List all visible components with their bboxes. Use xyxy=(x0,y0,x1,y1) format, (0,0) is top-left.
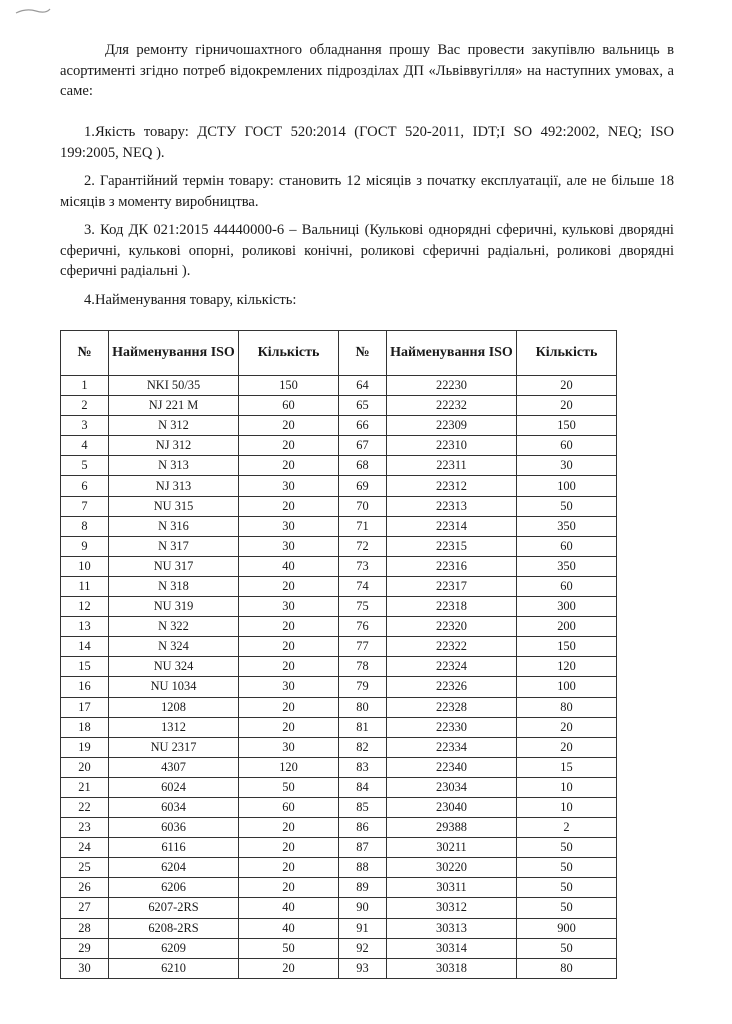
row-number-left: 28 xyxy=(61,918,109,938)
quantity-right: 50 xyxy=(517,878,617,898)
quantity-right: 80 xyxy=(517,958,617,978)
quantity-right: 20 xyxy=(517,717,617,737)
row-number-right: 89 xyxy=(339,878,387,898)
row-number-left: 26 xyxy=(61,878,109,898)
iso-name-right: 22314 xyxy=(387,516,517,536)
row-number-right: 71 xyxy=(339,516,387,536)
quantity-left: 20 xyxy=(239,637,339,657)
table-row xyxy=(61,757,617,777)
header-qty-right: Кількість xyxy=(517,331,617,376)
iso-name-left: 6210 xyxy=(109,958,239,978)
row-number-left: 4 xyxy=(61,436,109,456)
row-number-left: 8 xyxy=(61,516,109,536)
iso-name-right: 22322 xyxy=(387,637,517,657)
iso-name-right: 22313 xyxy=(387,496,517,516)
quantity-right: 350 xyxy=(517,556,617,576)
quantity-right: 60 xyxy=(517,576,617,596)
table-row xyxy=(61,556,617,576)
row-number-right: 90 xyxy=(339,898,387,918)
table-row xyxy=(61,576,617,596)
row-number-left: 22 xyxy=(61,797,109,817)
quantity-right: 50 xyxy=(517,938,617,958)
iso-name-right: 30312 xyxy=(387,898,517,918)
quantity-right: 50 xyxy=(517,898,617,918)
row-number-left: 13 xyxy=(61,617,109,637)
table-row xyxy=(61,697,617,717)
table-row xyxy=(61,617,617,637)
iso-name-right: 23034 xyxy=(387,777,517,797)
quantity-left: 30 xyxy=(239,677,339,697)
quantity-right: 100 xyxy=(517,476,617,496)
quantity-left: 20 xyxy=(239,657,339,677)
row-number-right: 84 xyxy=(339,777,387,797)
iso-name-left: NKI 50/35 xyxy=(109,376,239,396)
iso-name-right: 22310 xyxy=(387,436,517,456)
row-number-left: 3 xyxy=(61,416,109,436)
row-number-right: 92 xyxy=(339,938,387,958)
row-number-left: 21 xyxy=(61,777,109,797)
iso-name-left: N 317 xyxy=(109,536,239,556)
iso-name-left: 6206 xyxy=(109,878,239,898)
iso-name-right: 22311 xyxy=(387,456,517,476)
warranty-clause: 2. Гарантійний термін товару: становить 12 місяців з початку експлуатації, але не більше 18 місяців з моменту виробництва. xyxy=(60,173,674,210)
quality-clause-text: 1.Якість товару: ДСТУ ГОСТ 520:2014 (ГОСТ 520-2011, IDT;I SO 492:2002, NEQ; ISO 199:2005, NEQ ). xyxy=(60,124,674,161)
table-row xyxy=(61,898,617,918)
quantity-left: 20 xyxy=(239,838,339,858)
quantity-left: 20 xyxy=(239,416,339,436)
quantity-left: 50 xyxy=(239,777,339,797)
row-number-right: 72 xyxy=(339,536,387,556)
iso-name-left: N 322 xyxy=(109,617,239,637)
iso-name-left: 6208-2RS xyxy=(109,918,239,938)
iso-name-left: NU 324 xyxy=(109,657,239,677)
iso-name-right: 22232 xyxy=(387,396,517,416)
iso-name-right: 22312 xyxy=(387,476,517,496)
quantity-left: 40 xyxy=(239,918,339,938)
table-row xyxy=(61,516,617,536)
quantity-right: 900 xyxy=(517,918,617,938)
row-number-right: 70 xyxy=(339,496,387,516)
iso-name-left: NU 315 xyxy=(109,496,239,516)
quantity-right: 200 xyxy=(517,617,617,637)
quantity-left: 20 xyxy=(239,858,339,878)
quantity-left: 20 xyxy=(239,818,339,838)
quantity-right: 350 xyxy=(517,516,617,536)
items-list-caption: 4.Найменування товару, кількість: xyxy=(84,292,297,308)
iso-name-left: 1208 xyxy=(109,697,239,717)
intro-paragraph: Для ремонту гірничошахтного обладнання прошу Вас провести закупівлю вальниць в асортименті згідно потреб відокремлених підрозділах ДП «Львіввугілля» на наступних умовах, а саме: xyxy=(60,42,674,99)
quantity-left: 40 xyxy=(239,556,339,576)
row-number-right: 85 xyxy=(339,797,387,817)
row-number-right: 81 xyxy=(339,717,387,737)
row-number-left: 23 xyxy=(61,818,109,838)
iso-name-left: 1312 xyxy=(109,717,239,737)
quantity-left: 30 xyxy=(239,476,339,496)
quantity-left: 20 xyxy=(239,878,339,898)
row-number-left: 6 xyxy=(61,476,109,496)
quantity-right: 30 xyxy=(517,456,617,476)
row-number-right: 80 xyxy=(339,697,387,717)
iso-name-right: 30313 xyxy=(387,918,517,938)
quantity-left: 20 xyxy=(239,617,339,637)
quantity-right: 50 xyxy=(517,838,617,858)
table-row xyxy=(61,797,617,817)
quantity-left: 30 xyxy=(239,597,339,617)
quantity-right: 80 xyxy=(517,697,617,717)
iso-name-left: NJ 313 xyxy=(109,476,239,496)
row-number-right: 82 xyxy=(339,737,387,757)
iso-name-left: NU 317 xyxy=(109,556,239,576)
row-number-left: 18 xyxy=(61,717,109,737)
quantity-left: 60 xyxy=(239,396,339,416)
row-number-left: 27 xyxy=(61,898,109,918)
iso-name-left: NJ 221 M xyxy=(109,396,239,416)
row-number-left: 15 xyxy=(61,657,109,677)
table-row xyxy=(61,938,617,958)
quantity-left: 150 xyxy=(239,376,339,396)
header-name-right: Найменування ISO xyxy=(387,331,517,376)
iso-name-left: 6024 xyxy=(109,777,239,797)
table-row xyxy=(61,777,617,797)
iso-name-left: NJ 312 xyxy=(109,436,239,456)
row-number-left: 25 xyxy=(61,858,109,878)
quantity-right: 10 xyxy=(517,797,617,817)
row-number-left: 5 xyxy=(61,456,109,476)
quantity-right: 10 xyxy=(517,777,617,797)
quantity-right: 20 xyxy=(517,737,617,757)
row-number-right: 74 xyxy=(339,576,387,596)
iso-name-right: 22320 xyxy=(387,617,517,637)
iso-name-left: 4307 xyxy=(109,757,239,777)
iso-name-left: 6209 xyxy=(109,938,239,958)
row-number-right: 78 xyxy=(339,657,387,677)
quantity-right: 50 xyxy=(517,496,617,516)
quantity-right: 300 xyxy=(517,597,617,617)
row-number-right: 68 xyxy=(339,456,387,476)
quantity-left: 20 xyxy=(239,576,339,596)
iso-name-right: 22318 xyxy=(387,597,517,617)
row-number-right: 79 xyxy=(339,677,387,697)
row-number-right: 64 xyxy=(339,376,387,396)
table-row xyxy=(61,737,617,757)
iso-name-left: N 312 xyxy=(109,416,239,436)
iso-name-right: 22340 xyxy=(387,757,517,777)
row-number-left: 2 xyxy=(61,396,109,416)
row-number-left: 30 xyxy=(61,958,109,978)
table-row xyxy=(61,436,617,456)
row-number-right: 73 xyxy=(339,556,387,576)
table-row xyxy=(61,657,617,677)
quality-clause xyxy=(60,122,674,163)
scan-artifact-mark xyxy=(14,6,52,16)
header-number-left: № xyxy=(61,331,109,376)
iso-name-left: NU 1034 xyxy=(109,677,239,697)
table-row xyxy=(61,818,617,838)
quantity-left: 50 xyxy=(239,938,339,958)
row-number-right: 76 xyxy=(339,617,387,637)
iso-name-left: N 324 xyxy=(109,637,239,657)
row-number-right: 77 xyxy=(339,637,387,657)
iso-name-right: 30220 xyxy=(387,858,517,878)
row-number-right: 67 xyxy=(339,436,387,456)
row-number-left: 14 xyxy=(61,637,109,657)
quantity-right: 120 xyxy=(517,657,617,677)
row-number-left: 20 xyxy=(61,757,109,777)
quantity-left: 20 xyxy=(239,717,339,737)
row-number-right: 75 xyxy=(339,597,387,617)
iso-name-right: 30314 xyxy=(387,938,517,958)
table-row xyxy=(61,878,617,898)
quantity-left: 20 xyxy=(239,436,339,456)
iso-name-left: 6036 xyxy=(109,818,239,838)
quantity-left: 30 xyxy=(239,737,339,757)
quantity-left: 30 xyxy=(239,536,339,556)
quantity-right: 60 xyxy=(517,436,617,456)
table-row xyxy=(61,416,617,436)
iso-name-left: 6034 xyxy=(109,797,239,817)
iso-name-right: 22328 xyxy=(387,697,517,717)
table-row xyxy=(61,496,617,516)
table-row xyxy=(61,536,617,556)
quantity-right: 20 xyxy=(517,396,617,416)
iso-name-right: 22326 xyxy=(387,677,517,697)
iso-name-right: 22230 xyxy=(387,376,517,396)
row-number-right: 65 xyxy=(339,396,387,416)
quantity-left: 40 xyxy=(239,898,339,918)
row-number-right: 88 xyxy=(339,858,387,878)
table-row xyxy=(61,958,617,978)
row-number-left: 9 xyxy=(61,536,109,556)
quantity-left: 60 xyxy=(239,797,339,817)
iso-name-left: NU 319 xyxy=(109,597,239,617)
table-header-row xyxy=(61,331,617,376)
header-qty-left: Кількість xyxy=(239,331,339,376)
iso-name-left: 6116 xyxy=(109,838,239,858)
quantity-right: 15 xyxy=(517,757,617,777)
quantity-right: 60 xyxy=(517,536,617,556)
table-row xyxy=(61,918,617,938)
iso-name-left: 6207-2RS xyxy=(109,898,239,918)
table-row xyxy=(61,858,617,878)
table-row xyxy=(61,597,617,617)
iso-name-right: 22315 xyxy=(387,536,517,556)
quantity-right: 50 xyxy=(517,858,617,878)
iso-name-left: N 316 xyxy=(109,516,239,536)
table-row xyxy=(61,838,617,858)
quantity-left: 20 xyxy=(239,456,339,476)
row-number-left: 16 xyxy=(61,677,109,697)
quantity-right: 100 xyxy=(517,677,617,697)
table-row xyxy=(61,717,617,737)
row-number-left: 7 xyxy=(61,496,109,516)
quantity-right: 150 xyxy=(517,637,617,657)
iso-name-right: 29388 xyxy=(387,818,517,838)
iso-name-right: 22324 xyxy=(387,657,517,677)
row-number-left: 24 xyxy=(61,838,109,858)
table-row xyxy=(61,456,617,476)
header-name-left: Найменування ISO xyxy=(109,331,239,376)
cpv-code-clause: 3. Код ДК 021:2015 44440000-6 – Вальниці (Кулькові однорядні сферичні, кулькові дворядні сферичні, кулькові опорні, роликові конічні, роликові сферичні радіальні, роликові дворядні сферичні радіальні ). xyxy=(60,222,674,279)
row-number-left: 29 xyxy=(61,938,109,958)
iso-name-right: 30318 xyxy=(387,958,517,978)
table-row xyxy=(61,376,617,396)
iso-name-left: NU 2317 xyxy=(109,737,239,757)
table-row xyxy=(61,476,617,496)
row-number-left: 1 xyxy=(61,376,109,396)
row-number-left: 17 xyxy=(61,697,109,717)
iso-name-right: 30311 xyxy=(387,878,517,898)
iso-name-left: N 313 xyxy=(109,456,239,476)
row-number-right: 93 xyxy=(339,958,387,978)
row-number-left: 19 xyxy=(61,737,109,757)
row-number-right: 66 xyxy=(339,416,387,436)
iso-name-right: 22309 xyxy=(387,416,517,436)
row-number-left: 10 xyxy=(61,556,109,576)
table-row xyxy=(61,396,617,416)
iso-name-right: 22317 xyxy=(387,576,517,596)
table-row xyxy=(61,677,617,697)
row-number-right: 83 xyxy=(339,757,387,777)
table-body xyxy=(61,376,617,979)
row-number-left: 12 xyxy=(61,597,109,617)
iso-name-right: 22334 xyxy=(387,737,517,757)
iso-name-right: 30211 xyxy=(387,838,517,858)
iso-name-right: 22316 xyxy=(387,556,517,576)
row-number-right: 91 xyxy=(339,918,387,938)
quantity-left: 120 xyxy=(239,757,339,777)
row-number-left: 11 xyxy=(61,576,109,596)
quantity-right: 20 xyxy=(517,376,617,396)
row-number-right: 87 xyxy=(339,838,387,858)
iso-name-right: 23040 xyxy=(387,797,517,817)
table-row xyxy=(61,637,617,657)
quantity-left: 20 xyxy=(239,697,339,717)
iso-name-left: 6204 xyxy=(109,858,239,878)
row-number-right: 69 xyxy=(339,476,387,496)
iso-name-left: N 318 xyxy=(109,576,239,596)
quantity-right: 2 xyxy=(517,818,617,838)
quantity-left: 30 xyxy=(239,516,339,536)
iso-name-right: 22330 xyxy=(387,717,517,737)
quantity-left: 20 xyxy=(239,958,339,978)
header-number-right: № xyxy=(339,331,387,376)
quantity-right: 150 xyxy=(517,416,617,436)
bearings-table xyxy=(60,330,617,979)
quantity-left: 20 xyxy=(239,496,339,516)
row-number-right: 86 xyxy=(339,818,387,838)
